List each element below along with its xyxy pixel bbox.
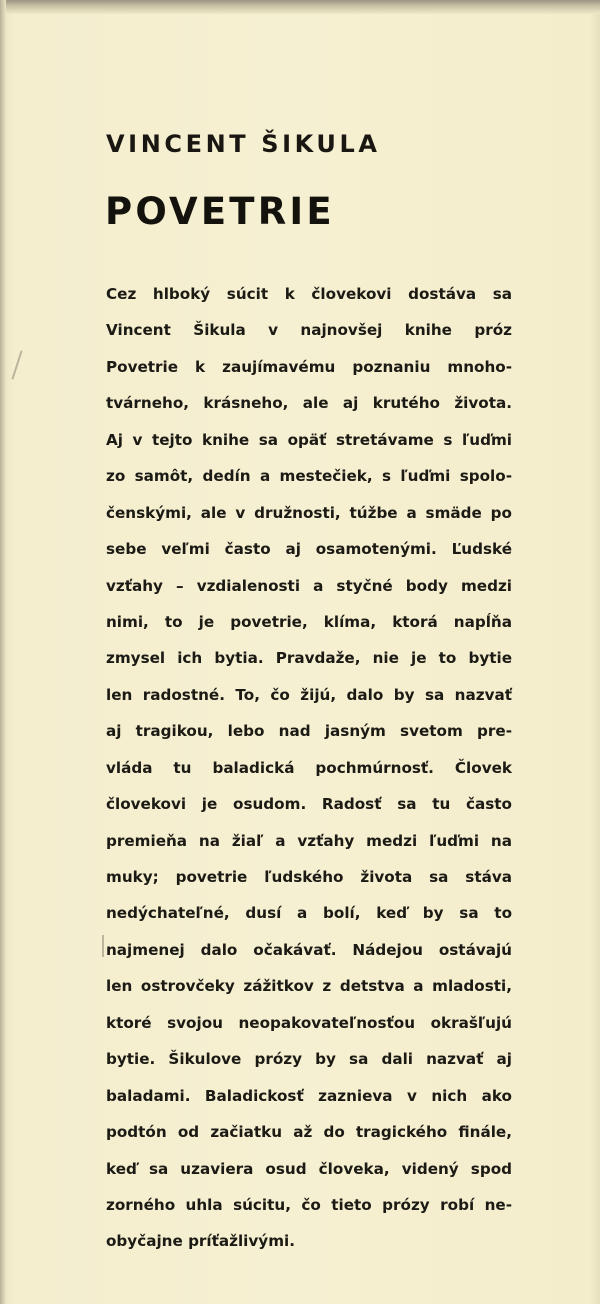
blurb-line: podtón od začiatku až do tragického finále,	[106, 1123, 512, 1142]
blurb-line: Vincent Šikula v najnovšej knihe próz	[106, 321, 512, 340]
blurb-line: obyčajne príťažlivými.	[106, 1232, 295, 1251]
page-left-edge	[0, 0, 6, 1304]
blurb-line: premieňa na žiaľ a vzťahy medzi ľuďmi na	[106, 831, 512, 850]
blurb-line: tvárneho, krásneho, ale aj krutého života.	[106, 394, 512, 413]
blurb-line: sebe veľmi často aj osamotenými. Ľudské	[106, 540, 512, 559]
blurb-line: vláda tu baladická pochmúrnosť. Človek	[106, 758, 512, 777]
blurb-line: nimi, to je povetrie, klíma, ktorá napĺňa	[106, 612, 512, 631]
blurb-line: muky; povetrie ľudského života sa stáva	[106, 868, 512, 886]
blurb-line: človekovi je osudom. Radosť sa tu často	[106, 795, 512, 814]
blurb-line: keď sa uzaviera osud človeka, videný spod	[106, 1159, 512, 1178]
blurb-line: ktoré svojou neopakovateľnosťou okrašľujú	[106, 1013, 512, 1032]
blurb-line: nedýchateľné, dusí a bolí, keď by sa to	[106, 904, 512, 923]
blurb-line: vzťahy – vzdialenosti a styčné body medzi	[106, 576, 512, 595]
blurb-text	[106, 284, 512, 1268]
author-name: VINCENT ŠIKULA	[106, 130, 381, 158]
book-title: POVETRIE	[105, 190, 335, 233]
blurb-line: Povetrie k zaujímavému poznaniu mnoho-	[106, 357, 512, 376]
blurb-line: len ostrovčeky zážitkov z detstva a mladosti,	[106, 977, 512, 996]
blurb-line: aj tragikou, lebo nad jasným svetom pre-	[106, 722, 512, 741]
paper-scratch	[11, 350, 22, 379]
blurb-line: baladami. Baladickosť zaznieva v nich ako	[106, 1086, 512, 1105]
blurb-line: len radostné. To, čo žijú, dalo by sa nazvať	[106, 685, 512, 704]
blurb-line: zmysel ich bytia. Pravdaže, nie je to bytie	[106, 649, 512, 668]
blurb-line: čenskými, ale v družnosti, túžbe a smäde po	[106, 503, 512, 522]
paper-scratch	[102, 935, 104, 957]
blurb-line: Cez hlboký súcit k človekovi dostáva sa	[106, 285, 512, 303]
blurb-line: zorného uhla súcitu, čo tieto prózy robí ne-	[106, 1195, 512, 1214]
blurb-line: Aj v tejto knihe sa opäť stretávame s ľuďmi	[106, 430, 512, 449]
page-top-edge	[0, 0, 600, 14]
blurb-line: zo samôt, dedín a mestečiek, s ľuďmi spolo-	[106, 467, 512, 486]
blurb-line: najmenej dalo očakávať. Nádejou ostávajú	[106, 940, 512, 959]
blurb-line: bytie. Šikulove prózy by sa dali nazvať aj	[106, 1050, 512, 1069]
